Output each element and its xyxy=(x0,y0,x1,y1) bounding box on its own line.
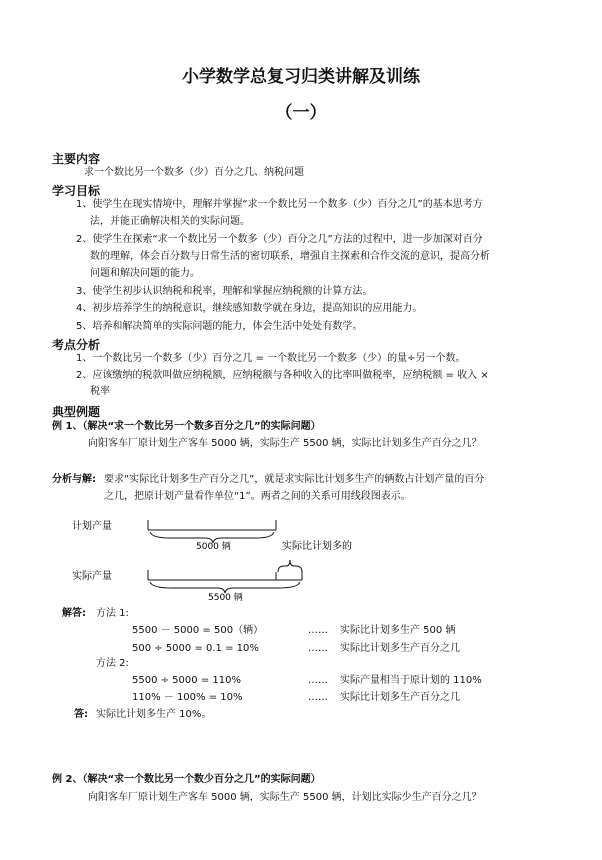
key-point-line: 1、一个数比另一个数多（少）百分之几 = 一个数比另一个数多（少）的量÷另一个数。 xyxy=(76,353,466,364)
key-point-line: 2、应该缴纳的税款叫做应纳税额，应纳税额与各种收入的比率叫做税率，应纳税额 = 收入 × xyxy=(76,370,489,381)
actual-segment xyxy=(148,570,302,580)
step-note: 实际产量相当于原计划的 110% xyxy=(340,675,482,686)
plan-segment xyxy=(148,520,276,530)
page-title: 小学数学总复习归类讲解及训练 xyxy=(182,67,420,87)
actual-label: 实际产量 xyxy=(72,571,112,582)
example1-title: 例 1、（解决“求一个数比另一个数多百分之几”的实际问题） xyxy=(52,421,321,432)
analysis-line: 要求“实际比计划多生产百分之几”，就是求实际比计划多生产的辆数占计划产量的百分 xyxy=(104,474,485,485)
step-note: 实际比计划多生产百分之几 xyxy=(340,692,460,703)
plan-value: 5000 辆 xyxy=(196,542,231,552)
objective-line: 问题和解决问题的能力。 xyxy=(90,268,200,279)
main-content-text: 求一个数比另一个数多（少）百分之几、纳税问题 xyxy=(84,167,304,178)
analysis-label: 分析与解: xyxy=(52,474,96,485)
objective-line: 法，并能正确解决相关的实际问题。 xyxy=(90,216,250,227)
step-expression: 110% － 100% = 10% xyxy=(132,692,243,703)
main-content-heading: 主要内容 xyxy=(52,152,101,166)
step-expression: 5500 ÷ 5000 = 110% xyxy=(132,675,241,686)
plan-label: 计划产量 xyxy=(72,521,112,532)
method1-label: 方法 1: xyxy=(96,608,129,619)
more-brace xyxy=(278,560,302,572)
step-expression: 500 ÷ 5000 = 0.1 = 10% xyxy=(132,643,259,654)
step-dots: …… xyxy=(308,643,328,654)
step-dots: …… xyxy=(308,675,328,686)
objective-line: 3、使学生初步认识纳税和税率，理解和掌握应纳税额的计算方法。 xyxy=(76,286,373,297)
objectives-heading: 学习目标 xyxy=(52,184,101,198)
objective-line: 2、使学生在探索“求一个数比另一个数多（少）百分之几”方法的过程中，进一步加深对百分 xyxy=(76,234,483,245)
example2-question: 向阳客车厂原计划生产客车 5000 辆，实际生产 5500 辆，计划比实际少生产百分之几？ xyxy=(88,792,482,803)
key-points-heading: 考点分析 xyxy=(52,338,101,352)
more-label: 实际比计划多的 xyxy=(282,541,352,552)
objective-line: 1、使学生在现实情境中，理解并掌握“求一个数比另一个数多（少）百分之几”的基本思考方 xyxy=(76,199,483,210)
step-note: 实际比计划多生产 500 辆 xyxy=(340,625,456,636)
answer-label: 答: xyxy=(74,709,88,720)
step-dots: …… xyxy=(308,625,328,636)
method2-label: 方法 2: xyxy=(96,658,129,669)
page-subtitle: （一） xyxy=(275,103,327,123)
key-point-line: 税率 xyxy=(90,386,110,397)
actual-value: 5500 辆 xyxy=(208,593,243,603)
step-dots: …… xyxy=(308,692,328,703)
objective-line: 5、培养和解决简单的实际问题的能力，体会生活中处处有数学。 xyxy=(76,321,363,332)
example1-question: 向阳客车厂原计划生产客车 5000 辆，实际生产 5500 辆，实际比计划多生产百分之几？ xyxy=(88,438,482,449)
answer-text: 实际比计划多生产 10%。 xyxy=(96,709,212,720)
segment-diagram xyxy=(0,512,602,604)
objective-line: 数的理解，体会百分数与日常生活的密切联系，增强自主探索和合作交流的意识，提高分析 xyxy=(90,251,490,262)
actual-brace xyxy=(150,582,300,593)
analysis-line: 之几，把原计划产量看作单位“1”。两者之间的关系可用线段图表示。 xyxy=(104,491,411,502)
examples-heading: 典型例题 xyxy=(52,405,101,419)
example2-title: 例 2、（解决“求一个数比另一个数少百分之几”的实际问题） xyxy=(52,774,321,785)
step-note: 实际比计划多生产百分之几 xyxy=(340,643,460,654)
objective-line: 4、初步培养学生的纳税意识，继续感知数学就在身边，提高知识的应用能力。 xyxy=(76,303,423,314)
solution-label: 解答: xyxy=(62,608,86,619)
step-expression: 5500 － 5000 = 500（辆） xyxy=(132,625,264,636)
